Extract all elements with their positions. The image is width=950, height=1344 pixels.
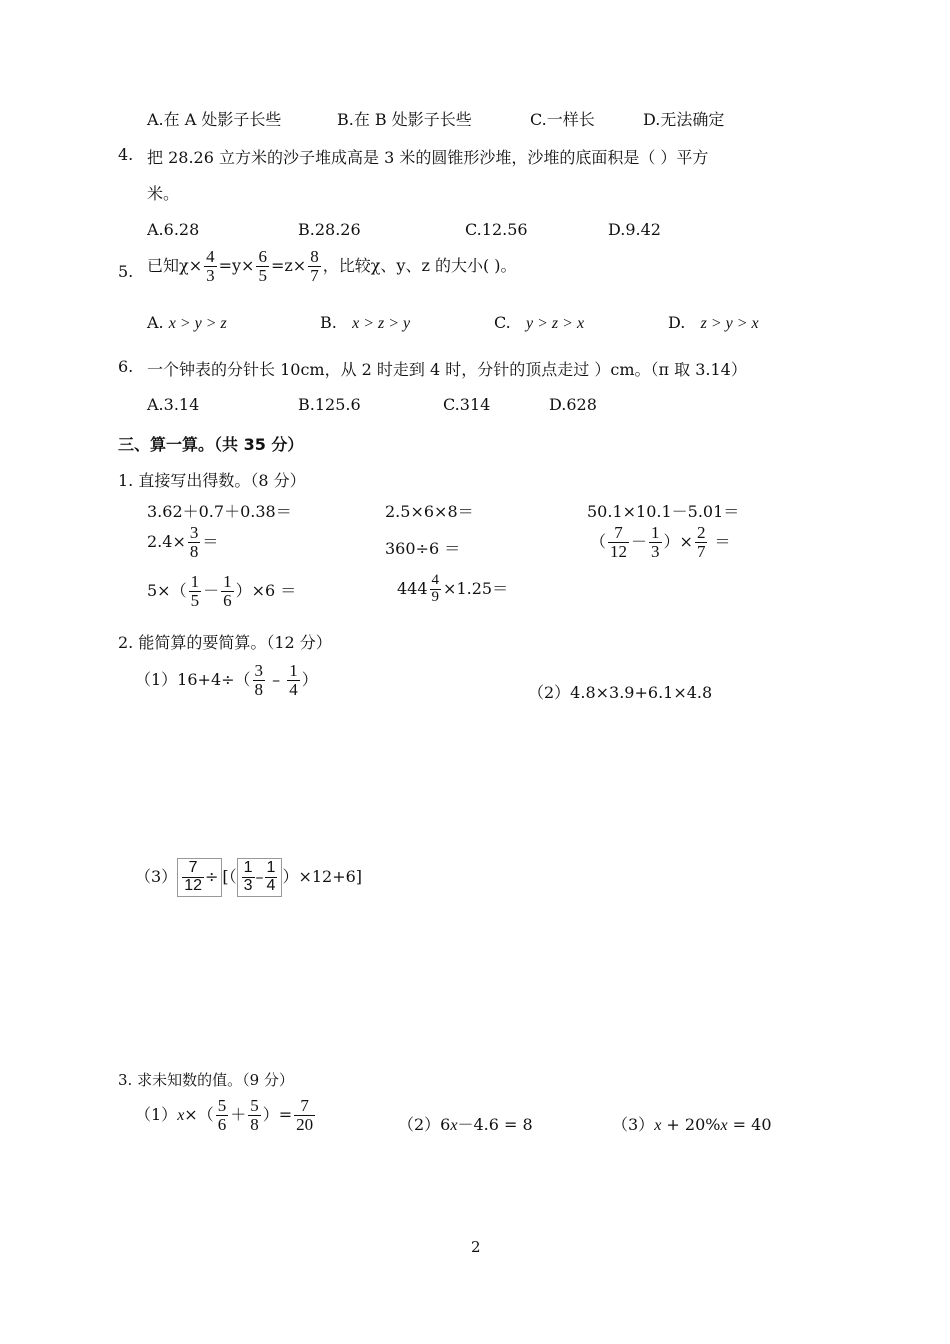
equation-3: （3）x + 20%x = 40 <box>612 1115 772 1134</box>
q5-option-d: D. z > y > x <box>668 313 759 332</box>
calc-item: 360÷6 ＝ <box>385 539 461 558</box>
q4-option-d: D.9.42 <box>608 220 661 239</box>
q3-option-b: B.在 B 处影子长些 <box>337 110 472 129</box>
q5-prefix: 已知χ× <box>147 255 203 275</box>
calc-item: （ $\frac{7}{12}$ － $\frac{1}{3}$ ）× $\frac{2}{7}$ ＝ <box>590 523 731 561</box>
fraction: $\frac{7}{12}$ <box>610 523 628 561</box>
q5-suffix: ，比较χ、y、z 的大小( )。 <box>322 255 517 275</box>
fraction: $\frac{2}{7}$ <box>696 523 706 561</box>
fraction: $\frac{4}{9}$ <box>431 572 440 605</box>
q5-number: 5. <box>118 262 134 281</box>
part1-title: 1. 直接写出得数。（8 分） <box>118 471 306 490</box>
q5-mid1: =y× <box>218 255 255 275</box>
part3-title: 3. 求未知数的值。（9 分） <box>118 1071 294 1089</box>
fraction: $\frac{6}{5}$ <box>258 247 267 285</box>
q4-option-b: B.28.26 <box>298 220 361 239</box>
fraction: $\frac{3}{8}$ <box>189 523 199 561</box>
calc-item: 3.62＋0.7＋0.38＝ <box>147 502 292 521</box>
section-heading: 三、算一算。（共 35 分） <box>118 435 304 454</box>
calc-item: 2.5×6×8＝ <box>385 502 474 521</box>
fraction-box: $\frac{1}{3}$ – $\frac{1}{4}$ <box>237 858 283 897</box>
calc-item: 2.4× $\frac{3}{8}$ ＝ <box>147 523 219 561</box>
fraction: $\frac{5}{6}$ <box>217 1096 227 1134</box>
q3-option-d: D.无法确定 <box>643 110 725 129</box>
q5-option-c: C. y > z > x <box>494 313 585 332</box>
calc-item: 5×（ $\frac{1}{5}$ － $\frac{1}{6}$ ）×6 ＝ <box>147 572 297 610</box>
q6-option-b: B.125.6 <box>298 395 361 414</box>
fraction: $\frac{1}{4}$ <box>289 661 298 699</box>
q6-option-a: A.3.14 <box>147 395 200 414</box>
equation-2: （2）6x－4.6 = 8 <box>398 1115 533 1134</box>
fraction: $\frac{1}{3}$ <box>651 523 660 561</box>
fraction: $\frac{4}{3}$ <box>206 247 215 285</box>
q6-number: 6. <box>118 357 134 376</box>
fraction: $\frac{1}{3}$ <box>243 859 253 894</box>
q4-option-a: A.6.28 <box>147 220 200 239</box>
fraction: $\frac{3}{8}$ <box>254 661 264 699</box>
fraction: $\frac{8}{7}$ <box>310 247 319 285</box>
part2-title: 2. 能简算的要简算。（12 分） <box>118 633 332 652</box>
simplify-item-3: （3） $\frac{7}{12}$ ÷ [（ $\frac{1}{3}$ – $\frac{1}{4}$ ）×12+6] <box>135 858 362 897</box>
simplify-item-2: （2）4.8×3.9+6.1×4.8 <box>528 683 713 702</box>
fraction: $\frac{5}{8}$ <box>250 1096 259 1134</box>
calc-item: 444 $\frac{4}{9}$ ×1.25＝ <box>397 572 509 605</box>
q6-text: 一个钟表的分针长 10cm，从 2 时走到 4 时，分针的顶点走过 ）cm。（π 取 3.14） <box>147 360 747 379</box>
q5-option-b: B. x > z > y <box>320 313 411 332</box>
fraction-box: $\frac{7}{12}$ ÷ <box>177 858 222 897</box>
fraction: $\frac{1}{4}$ <box>266 859 276 894</box>
q4-number: 4. <box>118 145 134 164</box>
fraction: $\frac{1}{6}$ <box>223 572 232 610</box>
q4-option-c: C.12.56 <box>465 220 528 239</box>
q6-option-c: C.314 <box>443 395 491 414</box>
page-number: 2 <box>471 1238 481 1256</box>
equation-1: （1）x×（ $\frac{5}{6}$ ＋ $\frac{5}{8}$ ）= $\frac{7}{20}$ <box>135 1096 314 1134</box>
q5-option-a: A. x > y > z <box>147 313 227 332</box>
fraction: $\frac{7}{12}$ <box>184 859 202 894</box>
q6-option-d: D.628 <box>549 395 597 414</box>
fraction: $\frac{7}{20}$ <box>296 1096 314 1134</box>
q3-option-a: A.在 A 处影子长些 <box>147 110 282 129</box>
q4-text-line1: 把 28.26 立方米的沙子堆成高是 3 米的圆锥形沙堆，沙堆的底面积是（ ）平方 <box>147 148 709 167</box>
q5-mid2: =z× <box>270 255 307 275</box>
fraction: $\frac{1}{5}$ <box>190 572 200 610</box>
q3-option-c: C.一样长 <box>530 110 595 129</box>
simplify-item-1: （1）16+4÷（ $\frac{3}{8}$ – $\frac{1}{4}$ ） <box>135 661 318 699</box>
calc-item: 50.1×10.1－5.01＝ <box>587 502 740 521</box>
q4-text-line2: 米。 <box>147 184 180 203</box>
q5-statement <box>147 248 517 285</box>
